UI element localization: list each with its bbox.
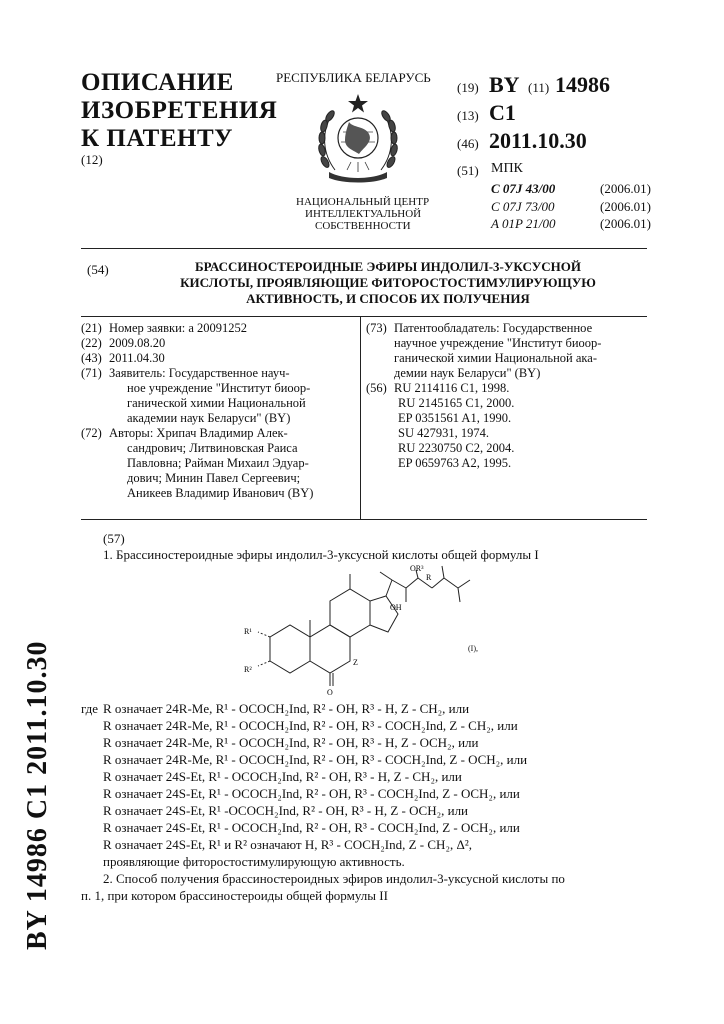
code-46: (46) xyxy=(457,136,479,151)
ipc-version-1: (2006.01) xyxy=(600,181,651,196)
where-prefix: где xyxy=(81,701,99,716)
claim-1-intro: 1. Брассиностероидные эфиры индолил-3-уксусной кислоты общей формулы I xyxy=(103,547,539,562)
field-73: (73) Патентообладатель: Государственное научное учреждение "Институт биоор- ганической химии Национальной ака- демии наук Беларуси" (BY) xyxy=(366,321,602,380)
chemical-structure-formula-i xyxy=(240,562,480,697)
claim-line-6: R означает 24S-Et, R¹ - OCOCH₂Ind, R² - OH, R³ - COCH₂Ind, Z - OCH₂, или xyxy=(103,786,520,801)
claim-line-5: R означает 24S-Et, R¹ - OCOCH₂Ind, R² - OH, R³ - H, Z - CH₂, или xyxy=(103,769,462,784)
label-or3: OR³ xyxy=(410,564,424,573)
divider-mid xyxy=(81,316,647,317)
field-72: (72) Авторы: Хрипач Владимир Алек- сандрович; Литвиновская Раиса Павловна; Райман Михаил Эдуар- дович; Минин Павел Сергеевич; Аникеев Владимир Иванович (BY) xyxy=(81,426,314,500)
code-11: (11) xyxy=(528,80,550,95)
code-13: (13) xyxy=(457,108,479,123)
label-r1: R¹ xyxy=(244,627,252,636)
field-71: (71) Заявитель: Государственное науч- ное учреждение "Институт биоор- ганической химии Национальной академии наук Беларуси" (BY) xyxy=(81,366,311,425)
code-19: (19) xyxy=(457,80,479,95)
ipc-version-2: (2006.01) xyxy=(600,199,651,214)
center-line-2: ИНТЕЛЛЕКТУАЛЬНОЙ xyxy=(305,208,422,220)
claim-line-3: R означает 24R-Me, R¹ - OCOCH₂Ind, R² - OH, R³ - H, Z - OCH₂, или xyxy=(103,735,479,750)
doc-title-line-3: К ПАТЕНТУ xyxy=(81,125,233,152)
ipc-version-3: (2006.01) xyxy=(600,216,651,231)
side-document-id: BY 14986 C1 2011.10.30 xyxy=(22,640,53,950)
doc-title-line-1: ОПИСАНИЕ xyxy=(81,69,234,96)
label-o: O xyxy=(327,688,333,697)
claim-line-7: R означает 24S-Et, R¹ -OCOCH₂Ind, R² - OH, R³ - H, Z - OCH₂, или xyxy=(103,803,469,818)
field-43: (43) 2011.04.30 xyxy=(81,351,165,365)
ipc-label: МПК xyxy=(491,161,523,176)
claim-2-line-2: п. 1, при котором брассиностероиды общей формулы II xyxy=(81,888,388,903)
kind-code: C1 xyxy=(489,100,516,125)
ipc-class-1: C 07J 43/00 xyxy=(491,181,556,196)
republic-label: РЕСПУБЛИКА БЕЛАРУСЬ xyxy=(276,70,431,85)
country-code: BY xyxy=(489,72,520,97)
field-56: (56) RU 2114116 C1, 1998. RU 2145165 C1, 2000. EP 0351561 A1, 1990. SU 427931, 1974. RU 2230750 C2, 2004. EP 0659763 A2, 1995. xyxy=(366,381,515,470)
ipc-class-3: A 01P 21/00 xyxy=(491,216,556,231)
invention-title xyxy=(130,259,646,307)
field-22: (22) 2009.08.20 xyxy=(81,336,166,350)
invention-title-line-3: АКТИВНОСТЬ, И СПОСОБ ИХ ПОЛУЧЕНИЯ xyxy=(246,291,530,306)
invention-title-line-1: БРАССИНОСТЕРОИДНЫЕ ЭФИРЫ ИНДОЛИЛ-3-УКСУСНОЙ xyxy=(195,259,581,274)
field-21: (21) Номер заявки: a 20091252 xyxy=(81,321,248,335)
claim-2-line-1: 2. Способ получения брассиностероидных эфиров индолил-3-уксусной кислоты по xyxy=(103,871,565,886)
column-divider xyxy=(360,316,361,519)
publication-date: 2011.10.30 xyxy=(489,128,587,153)
claim-line-8: R означает 24S-Et, R¹ - OCOCH₂Ind, R² - OH, R³ - COCH₂Ind, Z - OCH₂, или xyxy=(103,820,520,835)
code-57: (57) xyxy=(103,531,125,546)
center-line-3: СОБСТВЕННОСТИ xyxy=(315,220,411,232)
ipc-class-2: C 07J 73/00 xyxy=(491,199,555,214)
biblio-right xyxy=(366,321,648,471)
claim-activity: проявляющие фиторостостимулирующую активность. xyxy=(103,854,405,869)
label-r: R xyxy=(426,573,432,582)
label-r2: R² xyxy=(244,665,252,674)
divider-top xyxy=(81,248,647,249)
claim-line-2: R означает 24R-Me, R¹ - OCOCH₂Ind, R² - OH, R³ - COCH₂Ind, Z - CH₂, или xyxy=(103,718,518,733)
label-oh: OH xyxy=(390,603,402,612)
claim-line-9: R означает 24S-Et, R¹ и R² означают H, R³ - COCH₂Ind, Z - CH₂, Δ², xyxy=(103,837,472,852)
center-line-1: НАЦИОНАЛЬНЫЙ ЦЕНТР xyxy=(296,196,430,208)
state-emblem-icon xyxy=(313,92,403,184)
code-54: (54) xyxy=(87,262,109,277)
label-z: Z xyxy=(353,658,358,667)
doc-title-line-2: ИЗОБРЕТЕНИЯ xyxy=(81,97,278,124)
code-12: (12) xyxy=(81,152,103,167)
claim-line-4: R означает 24R-Me, R¹ - OCOCH₂Ind, R² - OH, R³ - COCH₂Ind, Z - OCH₂, или xyxy=(103,752,528,767)
patent-number: 14986 xyxy=(555,72,610,97)
formula-label: (I), xyxy=(468,644,478,653)
code-51: (51) xyxy=(457,163,479,178)
claim-line-1: R означает 24R-Me, R¹ - OCOCH₂Ind, R² - OH, R³ - H, Z - CH₂, или xyxy=(103,701,470,716)
biblio-left xyxy=(81,321,356,501)
divider-bottom xyxy=(81,519,647,520)
invention-title-line-2: КИСЛОТЫ, ПРОЯВЛЯЮЩИЕ ФИТОРОСТОСТИМУЛИРУЮЩУЮ xyxy=(180,275,596,290)
